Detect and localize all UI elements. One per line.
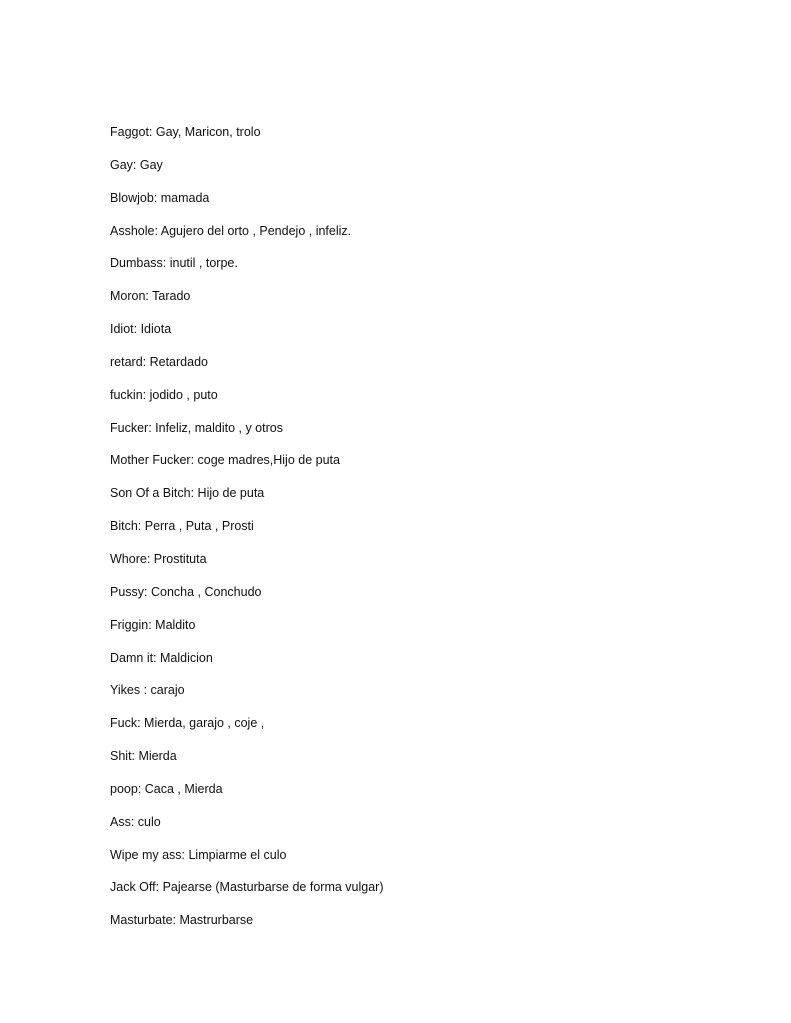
glossary-entry: Son Of a Bitch: Hijo de puta <box>110 486 265 501</box>
glossary-entry: Ass: culo <box>110 814 161 829</box>
glossary-entry: retard: Retardado <box>110 354 208 369</box>
glossary-entry: Mother Fucker: coge madres,Hijo de puta <box>110 453 340 468</box>
glossary-entry: Masturbate: Mastrurbarse <box>110 913 254 928</box>
glossary-entry: Yikes : carajo <box>110 683 185 698</box>
glossary-entry: Jack Off: Pajearse (Masturbarse de forma vulgar) <box>110 880 384 895</box>
glossary-entry: Idiot: Idiota <box>110 322 172 337</box>
glossary-entry: Shit: Mierda <box>110 749 177 764</box>
glossary-entry: Fuck: Mierda, garajo , coje , <box>110 716 265 731</box>
glossary-entry: Damn it: Maldicion <box>110 650 213 665</box>
glossary-entry: Dumbass: inutil , torpe. <box>110 256 238 271</box>
glossary-entry: Wipe my ass: Limpiarme el culo <box>110 847 287 862</box>
glossary-entry: Bitch: Perra , Puta , Prosti <box>110 519 254 534</box>
glossary-entry: fuckin: jodido , puto <box>110 387 218 402</box>
glossary-entry: Friggin: Maldito <box>110 617 196 632</box>
glossary-entry: Fucker: Infeliz, maldito , y otros <box>110 420 283 435</box>
glossary-entry: Moron: Tarado <box>110 289 191 304</box>
glossary-entry: Whore: Prostituta <box>110 551 207 566</box>
glossary-entry: poop: Caca , Mierda <box>110 781 223 796</box>
glossary-entry: Pussy: Concha , Conchudo <box>110 584 262 599</box>
glossary-entry: Faggot: Gay, Maricon, trolo <box>110 125 261 139</box>
glossary-entry: Asshole: Agujero del orto , Pendejo , infeliz. <box>110 223 352 238</box>
glossary-entry: Gay: Gay <box>110 157 163 172</box>
glossary-list <box>110 122 710 943</box>
glossary-entry: Blowjob: mamada <box>110 190 210 205</box>
